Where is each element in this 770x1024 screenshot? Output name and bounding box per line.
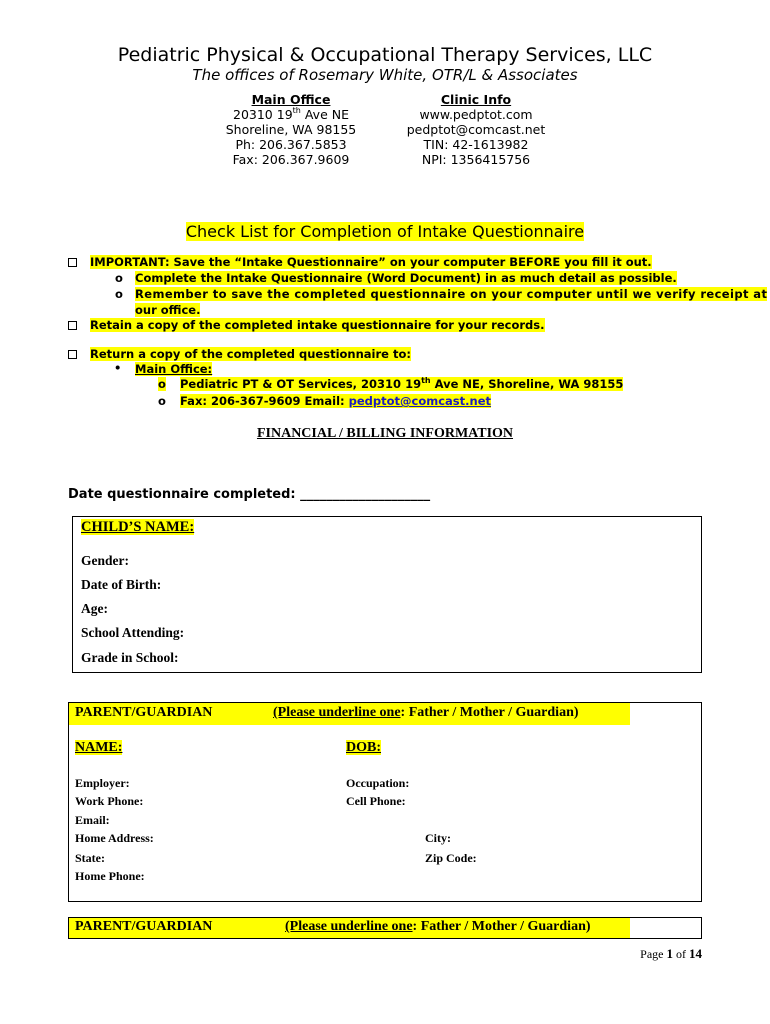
bullet-icon: • (114, 361, 122, 375)
date-completed-field[interactable]: Date questionnaire completed: ____________________ (68, 487, 431, 502)
main-office-label: Main Office: (135, 362, 213, 376)
guardian1-zip[interactable]: Zip Code: (425, 851, 477, 865)
practice-subtitle: The offices of Rosemary White, OTR/L & Associates (192, 66, 578, 84)
guardian1-cell-phone[interactable]: Cell Phone: (346, 794, 406, 808)
sub-bullet-icon: o (115, 287, 123, 301)
checkbox-icon[interactable] (68, 350, 77, 359)
guardian1-employer[interactable]: Employer: (75, 776, 130, 790)
guardian2-relationship[interactable]: (Please underline one: Father / Mother / Guardian) (285, 919, 591, 934)
sub-bullet-icon: o (158, 394, 166, 408)
child-name-label[interactable]: CHILD’S NAME: (81, 519, 195, 535)
checkbox-icon[interactable] (68, 258, 77, 267)
guardian1-dob-label[interactable]: DOB: (346, 740, 381, 755)
main-office-city: Shoreline, WA 98155 (225, 122, 357, 137)
guardian1-home-address[interactable]: Home Address: (75, 831, 154, 845)
checkbox-icon[interactable] (68, 321, 77, 330)
main-office-block (215, 92, 367, 167)
guardian1-home-phone[interactable]: Home Phone: (75, 869, 145, 883)
main-office-street: 20310 19th Ave NE (233, 106, 349, 122)
sub-bullet-icon: o (158, 377, 166, 391)
checklist-item-retain: Retain a copy of the completed intake questionnaire for your records. (90, 318, 545, 332)
sub-bullet-icon: o (115, 271, 123, 285)
child-dob-label[interactable]: Date of Birth: (81, 577, 162, 592)
guardian1-email[interactable]: Email: (75, 813, 110, 827)
guardian1-occupation[interactable]: Occupation: (346, 776, 410, 790)
clinic-npi: NPI: 1356415756 (421, 152, 531, 167)
guardian2-label: PARENT/GUARDIAN (75, 919, 213, 934)
guardian1-state[interactable]: State: (75, 851, 105, 865)
checklist-subitem-remember-cont: our office. (135, 303, 201, 317)
guardian1-name-label[interactable]: NAME: (75, 740, 123, 755)
page-number: Page 1 of 14 (640, 946, 702, 961)
clinic-tin: TIN: 42-1613982 (423, 137, 529, 152)
practice-title: Pediatric Physical & Occupational Therapy Services, LLC (117, 44, 653, 66)
guardian1-city[interactable]: City: (425, 831, 451, 845)
main-office-phone: Ph: 206.367.5853 (235, 137, 347, 152)
main-office-heading: Main Office (251, 92, 331, 107)
checklist-subitem-remember: Remember to save the completed questionnaire on your computer until we verify receipt at (135, 287, 768, 301)
child-age-label[interactable]: Age: (81, 601, 108, 616)
checklist-title: Check List for Completion of Intake Questionnaire (185, 222, 585, 241)
guardian1-label: PARENT/GUARDIAN (75, 705, 213, 720)
clinic-info-block (398, 92, 554, 167)
checklist-item-return: Return a copy of the completed questionnaire to: (90, 347, 411, 361)
child-school-label[interactable]: School Attending: (81, 625, 185, 640)
child-grade-label[interactable]: Grade in School: (81, 650, 179, 665)
financial-heading: FINANCIAL / BILLING INFORMATION (256, 426, 514, 441)
child-gender-label[interactable]: Gender: (81, 553, 129, 568)
email-link[interactable]: pedptot@comcast.net (348, 394, 491, 408)
checklist-subitem-complete: Complete the Intake Questionnaire (Word Document) in as much detail as possible. (135, 271, 677, 285)
return-address: Pediatric PT & OT Services, 20310 19th Ave NE, Shoreline, WA 98155 (180, 376, 624, 391)
clinic-website: www.pedptot.com (419, 107, 533, 122)
guardian1-relationship[interactable]: (Please underline one: Father / Mother / Guardian) (273, 705, 579, 720)
clinic-info-heading: Clinic Info (440, 92, 512, 107)
main-office-fax: Fax: 206.367.9609 (232, 152, 350, 167)
guardian1-work-phone[interactable]: Work Phone: (75, 794, 144, 808)
return-fax-email: Fax: 206-367-9609 Email: pedptot@comcast.net (180, 394, 491, 408)
checklist-item-save: IMPORTANT: Save the “Intake Questionnaire” on your computer BEFORE you fill it out. (90, 255, 652, 269)
clinic-email: pedptot@comcast.net (406, 122, 546, 137)
